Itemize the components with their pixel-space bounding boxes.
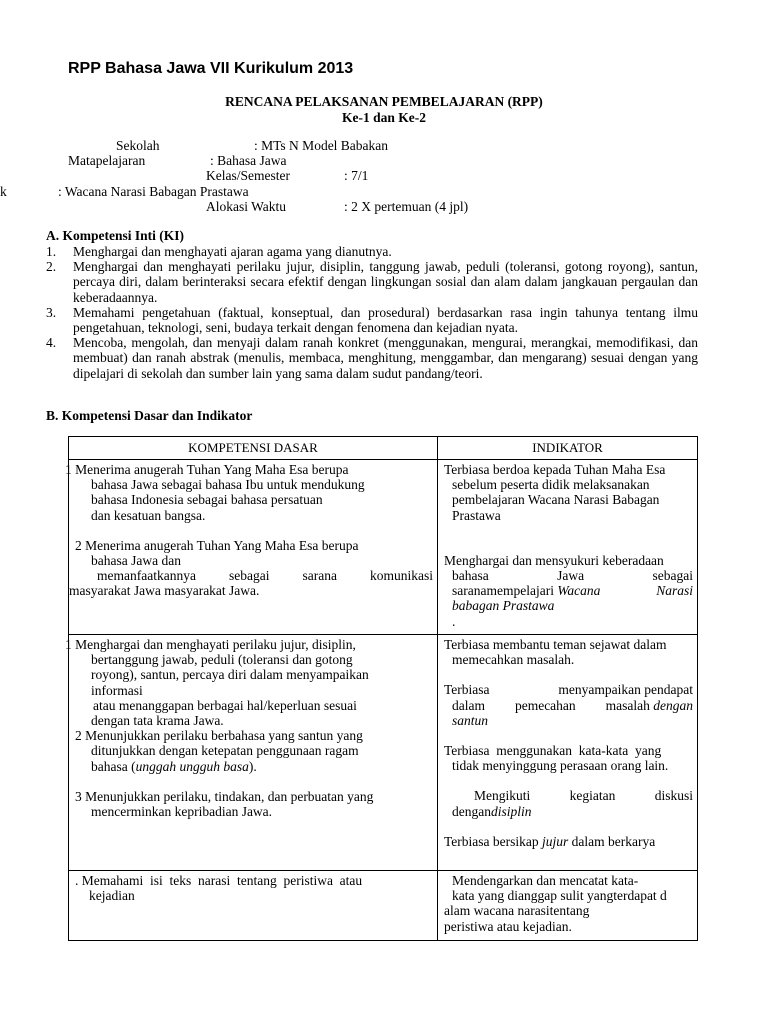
indikator-line: babagan Prastawa xyxy=(452,598,555,614)
kd-line: atau menanggapan berbagai hal/keperluan sesuai xyxy=(93,697,357,713)
indikator-word: menyampaikan pendapat xyxy=(558,682,693,698)
indikator-line xyxy=(444,788,693,803)
kd-line: bahasa Jawa sebagai bahasa Ibu untuk mendukung xyxy=(91,477,365,493)
ki-heading: A. Kompetensi Inti (KI) xyxy=(46,228,184,243)
kd-line: 3 Menunjukkan perilaku, tindakan, dan perbuatan yang xyxy=(75,788,374,804)
column-header-kd: KOMPETENSI DASAR xyxy=(69,437,438,460)
kd-cell xyxy=(65,635,438,871)
indikator-word: bahasa xyxy=(452,568,489,584)
ki-item xyxy=(46,259,698,305)
indikator-word: Mengikuti xyxy=(474,788,531,804)
indikator-word: Narasi xyxy=(656,583,693,599)
kd-line xyxy=(69,759,433,774)
rpp-heading: RENCANA PELAKSANAN PEMBELAJARAN (RPP) xyxy=(225,94,543,109)
ki-list xyxy=(46,244,698,381)
indikator-word: pemecahan xyxy=(514,697,576,713)
mapel-value: : Bahasa Jawa xyxy=(210,153,287,168)
indikator-line: pembelajaran Wacana Narasi Babagan xyxy=(452,492,660,508)
kd-line: dengan tata krama Jawa. xyxy=(91,713,224,729)
indikator-word: masalah xyxy=(605,697,650,713)
kelas-label: Kelas/Semester xyxy=(206,168,290,183)
table-row xyxy=(69,460,698,635)
kd-line: royong), santun, percaya diri dalam menyampaikan xyxy=(91,667,369,683)
indikator-cell xyxy=(438,460,698,635)
kd-word: memanfaatkannya xyxy=(97,568,196,584)
indikator-word: sebagai xyxy=(652,568,693,584)
ki-number: 4. xyxy=(46,335,57,351)
mapel-label: Matapelajaran xyxy=(68,153,146,168)
kd-line: kejadian xyxy=(89,888,135,904)
ki-number: 2. xyxy=(46,259,57,275)
indikator-cell xyxy=(438,871,698,941)
indikator-line: Terbiasa menggunakan kata-kata yang xyxy=(444,743,662,759)
kd-line: masyarakat Jawa masyarakat Jawa. xyxy=(69,583,260,599)
ki-number: 3. xyxy=(46,304,57,320)
indikator-line: Prastawa xyxy=(452,507,501,523)
materi-label: k xyxy=(0,184,7,199)
kd-word: sebagai xyxy=(228,568,270,584)
indikator-line: tidak menyinggung perasaan orang lain. xyxy=(452,758,669,774)
indikator-line: kata yang dianggap sulit yangterdapat d xyxy=(452,888,667,904)
kd-cell xyxy=(65,460,438,635)
kd-line: mencerminkan kepribadian Jawa. xyxy=(91,804,273,820)
indikator-line: memecahkan masalah. xyxy=(452,652,575,668)
column-header-indikator: INDIKATOR xyxy=(438,437,698,460)
indikator-word: dalam xyxy=(452,697,485,713)
kd-text: ). xyxy=(248,758,257,774)
kd-line: bertanggung jawab, peduli (toleransi dan gotong xyxy=(91,652,353,668)
indikator-cell xyxy=(438,635,698,871)
indikator-line xyxy=(444,583,693,598)
indikator-line: Terbiasa membantu teman sejawat dalam xyxy=(444,637,667,652)
sekolah-value: : MTs N Model Babakan xyxy=(254,138,389,153)
indikator-word: disiplin xyxy=(490,803,532,819)
indikator-word: Wacana xyxy=(557,583,601,599)
ki-item xyxy=(46,335,698,381)
kd-line: informasi xyxy=(91,682,143,698)
rpp-subheading: Ke-1 dan Ke-2 xyxy=(342,110,426,125)
ki-number: 1. xyxy=(46,244,57,259)
ki-text: Memahami pengetahuan (faktual, konseptual, dan prosedural) berdasarkan rasa ingin tahunya tentang ilmu pengetahuan, teknologi, seni, budaya terkait dengan fenomena dan kejadian nyata. xyxy=(73,304,698,336)
indikator-word: dalam berkarya xyxy=(568,833,656,849)
indikator-line: Mendengarkan dan mencatat kata- xyxy=(452,873,639,888)
indikator-word: diskusi xyxy=(654,788,693,804)
indikator-word: Terbiasa xyxy=(444,682,490,698)
kd-line: 1 Menghargai dan menghayati perilaku jujur, disiplin, xyxy=(65,637,356,652)
indikator-line xyxy=(444,568,693,583)
indikator-word: dengan xyxy=(653,697,693,713)
table-header-row xyxy=(69,437,698,460)
ki-text: Menghargai dan menghayati perilaku jujur, disiplin, tanggung jawab, peduli (toleransi, gotong royong), santun, percaya diri, dalam berinteraksi secara efektif dengan lingkungan sosial dan alam dalam jangkauan pergaulan dan keberadaannya. xyxy=(73,259,698,305)
indikator-word: dengan xyxy=(452,803,491,819)
indikator-line: alam wacana narasitentang xyxy=(444,903,590,919)
indikator-line: Menghargai dan mensyukuri keberadaan xyxy=(444,552,664,568)
kd-line: ditunjukkan dengan ketepatan penggunaan ragam xyxy=(91,743,359,759)
indikator-line: . xyxy=(452,613,456,629)
kd-text: unggah ungguh basa xyxy=(135,758,249,774)
document-title: RPP Bahasa Jawa VII Kurikulum 2013 xyxy=(68,60,354,77)
alokasi-label: Alokasi Waktu xyxy=(206,199,287,214)
indikator-word: Jawa xyxy=(557,568,585,584)
kd-line: 2 Menerima anugerah Tuhan Yang Maha Esa berupa xyxy=(75,537,359,553)
kd-cell xyxy=(69,871,438,941)
indikator-line xyxy=(444,698,693,713)
kd-text: bahasa ( xyxy=(91,758,136,774)
ki-text: Menghargai dan menghayati ajaran agama yang dianutnya. xyxy=(73,244,392,259)
kd-line: bahasa Indonesia sebagai bahasa persatuan xyxy=(91,492,323,508)
kd-heading: B. Kompetensi Dasar dan Indikator xyxy=(46,408,253,423)
indikator-line: santun xyxy=(452,712,489,728)
indikator-word: Terbiasa bersikap xyxy=(444,833,543,849)
table-row xyxy=(69,635,698,871)
indikator-line: peristiwa atau kejadian. xyxy=(444,918,572,934)
kd-line: . Memahami isi teks narasi tentang peristiwa atau xyxy=(75,873,363,888)
indikator-line xyxy=(444,804,693,819)
kd-line: dan kesatuan bangsa. xyxy=(91,507,206,523)
indikator-line xyxy=(444,682,693,697)
ki-text: Mencoba, mengolah, dan menyaji dalam ranah konkret (menggunakan, mengurai, merangkai, memodifikasi, dan membuat) dan ranah abstrak (menulis, membaca, menghitung, menggambar, dan mengarang) sesuai dengan yang dipelajari di sekolah dan sumber lain yang sama dalam sudut pandang/teori. xyxy=(73,335,698,381)
kd-line: 2 Menunjukkan perilaku berbahasa yang santun yang xyxy=(75,728,363,744)
materi-value: : Wacana Narasi Babagan Prastawa xyxy=(58,184,249,199)
kd-indikator-table xyxy=(65,436,698,941)
ki-item xyxy=(46,305,698,335)
kelas-value: : 7/1 xyxy=(344,168,369,183)
indikator-word: saranamempelajari xyxy=(452,583,554,599)
kd-word: komunikasi xyxy=(369,568,433,584)
indikator-word: jujur xyxy=(542,833,569,849)
kd-line xyxy=(69,568,433,583)
indikator-line: sebelum peserta didik melaksanakan xyxy=(452,477,650,493)
ki-item xyxy=(46,244,698,259)
kd-word: sarana xyxy=(302,568,337,584)
indikator-line xyxy=(444,834,693,849)
indikator-line: Terbiasa berdoa kepada Tuhan Maha Esa xyxy=(444,462,666,477)
table-row xyxy=(69,871,698,941)
kd-line: bahasa Jawa dan xyxy=(91,553,181,569)
sekolah-label: Sekolah xyxy=(116,138,160,153)
kd-line: 1 Menerima anugerah Tuhan Yang Maha Esa berupa xyxy=(65,462,349,477)
alokasi-value: : 2 X pertemuan (4 jpl) xyxy=(344,199,469,214)
indikator-word: kegiatan xyxy=(569,788,616,804)
